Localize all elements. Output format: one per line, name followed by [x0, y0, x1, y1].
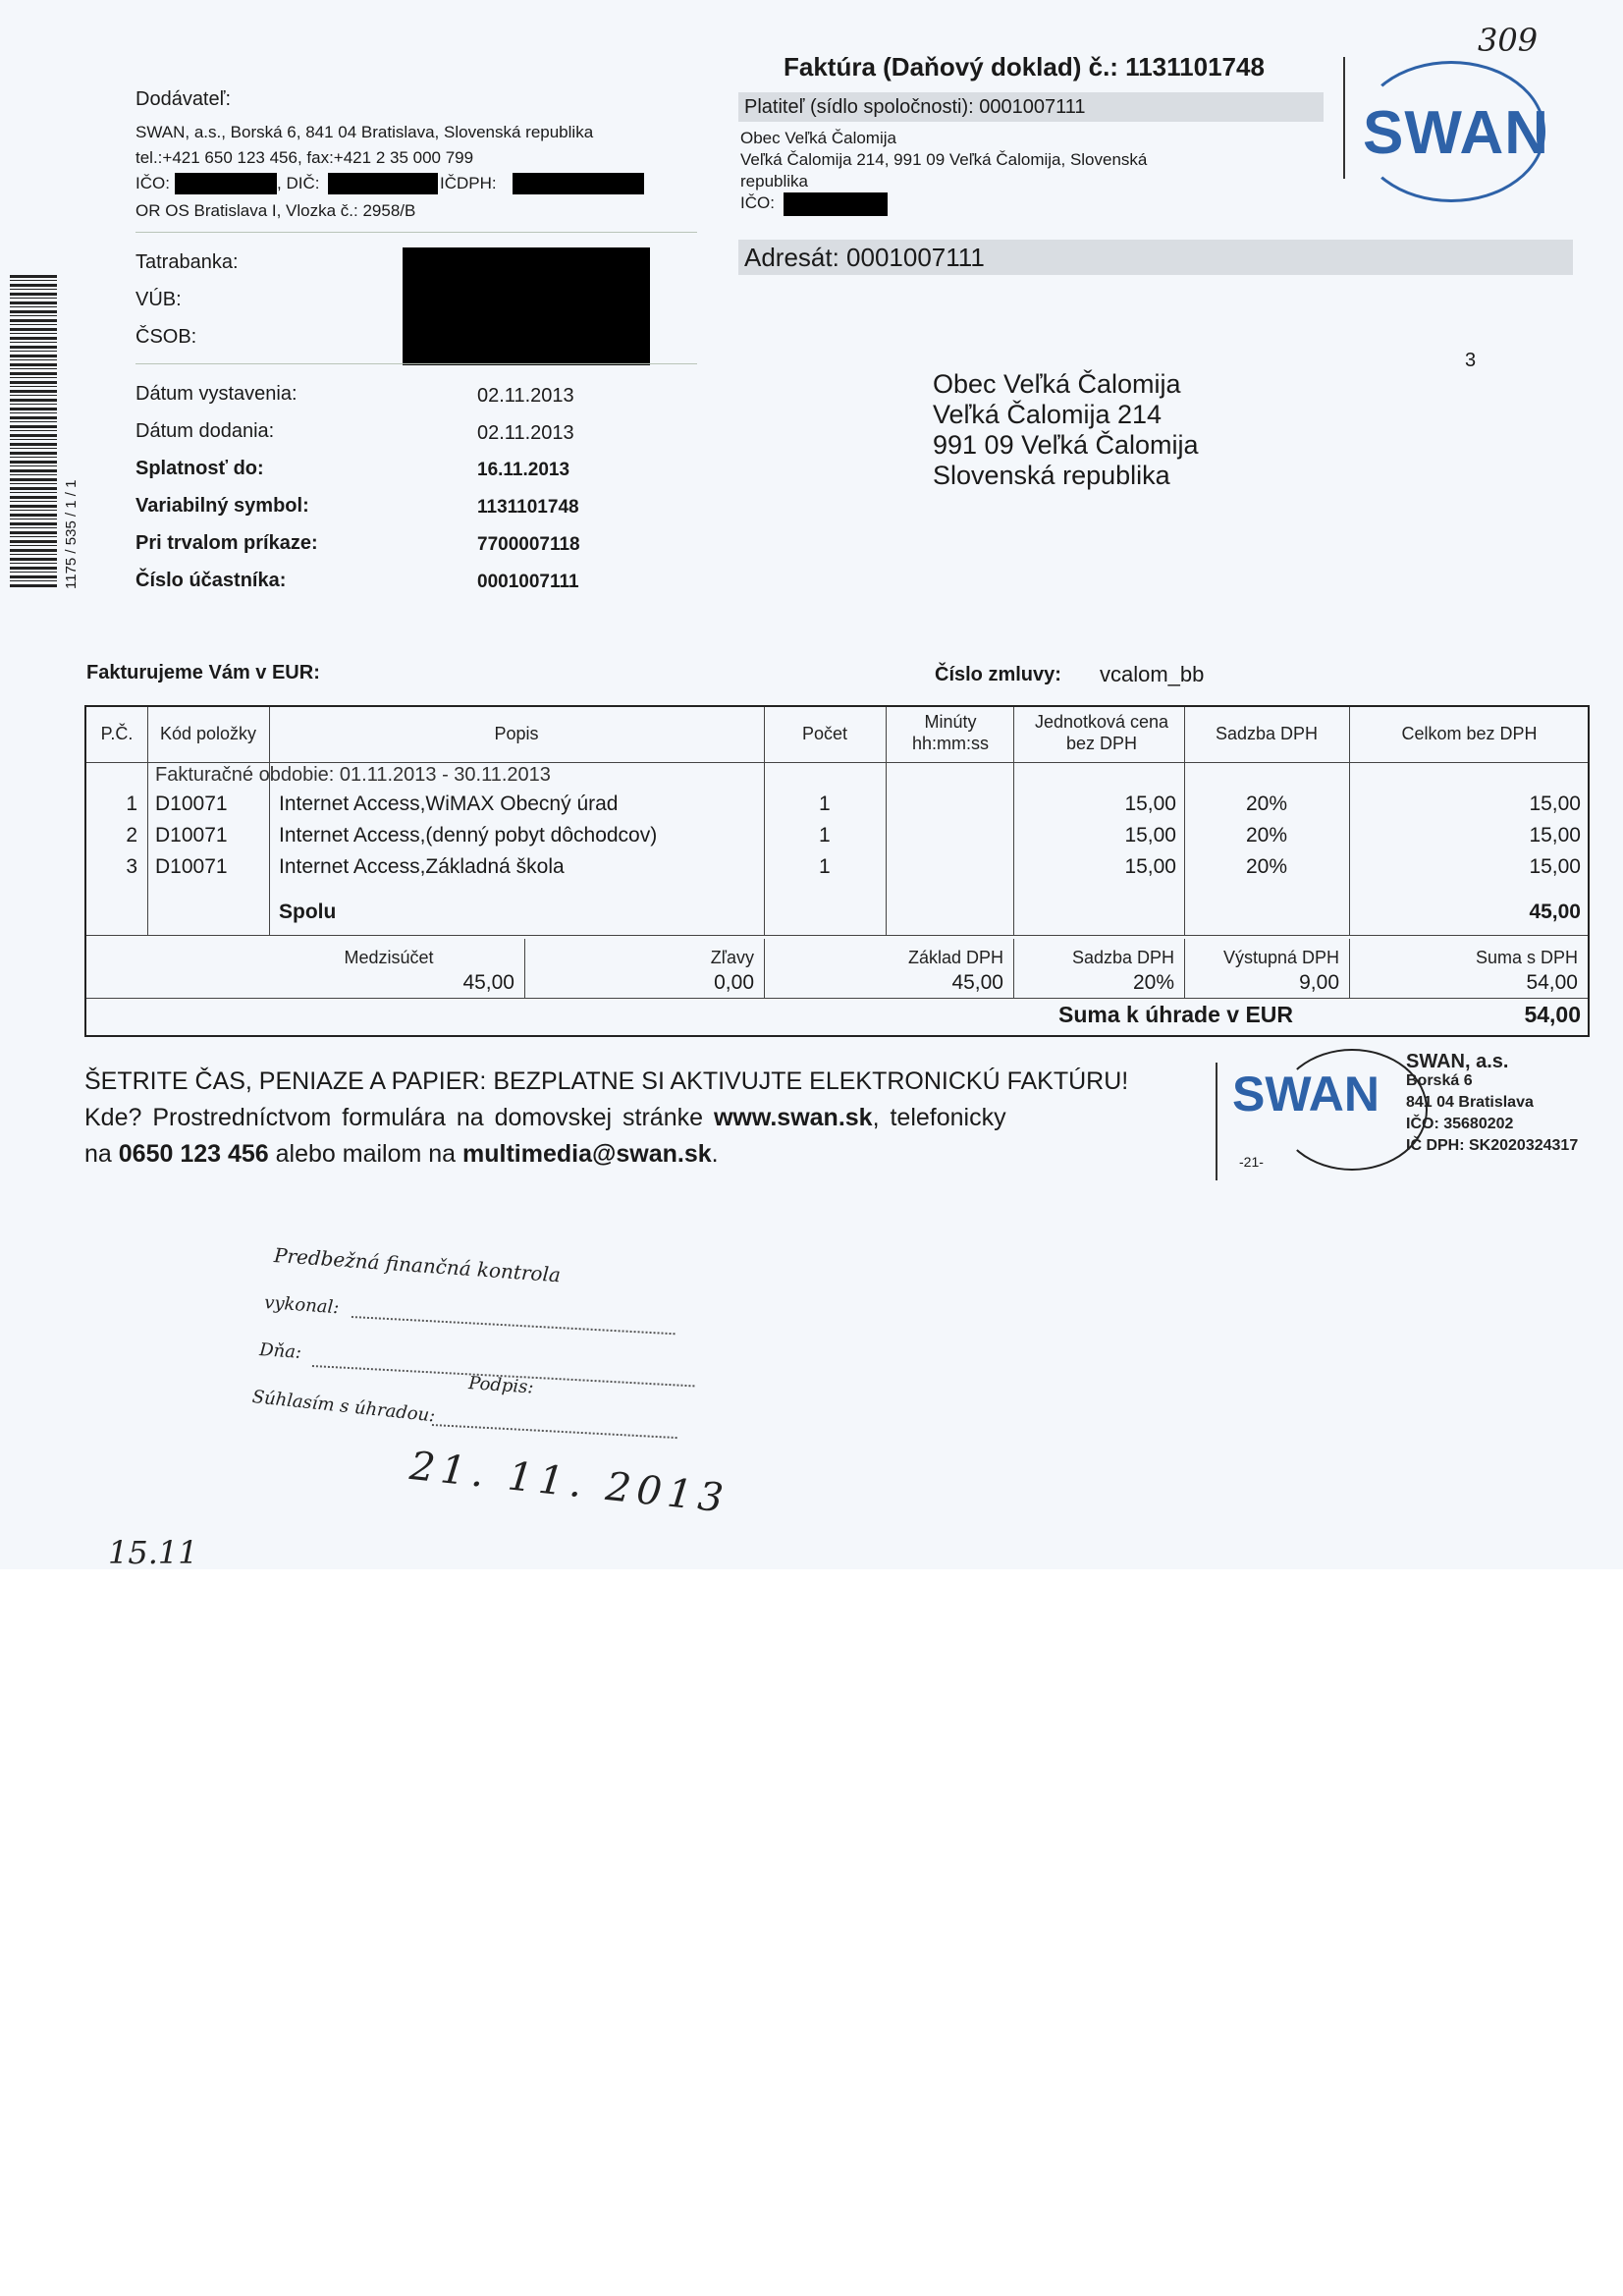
row-description: Internet Access,Základná škola: [279, 855, 565, 878]
contract-value: vcalom_bb: [1100, 662, 1205, 686]
summary-vat-base-header: Základ DPH: [907, 948, 1003, 967]
summary-vat-amount-value: 9,00: [1299, 971, 1339, 994]
payer-name: Obec Veľká Čalomija: [740, 129, 896, 147]
pay-label: Suma k úhrade v EUR: [1058, 1002, 1294, 1027]
control-podpis: Podpis:: [467, 1373, 535, 1398]
row-vat-rate: 20%: [1245, 855, 1288, 878]
payer-ico-label: IČO:: [740, 193, 775, 212]
date-value: 7700007118: [477, 534, 580, 555]
date-label: Dátum vystavenia:: [135, 383, 298, 405]
stamp-line: SWAN, a.s.: [1406, 1051, 1509, 1072]
date-value: 02.11.2013: [477, 385, 574, 407]
redaction-icdph: [513, 173, 644, 194]
bank-csob: ČSOB:: [135, 326, 197, 348]
date-label: Pri trvalom príkaze:: [135, 532, 318, 554]
row-quantity: 1: [819, 855, 831, 878]
stamp-line: IČ DPH: SK2020324317: [1406, 1137, 1579, 1154]
billing-period: Fakturačné obdobie: 01.11.2013 - 30.11.2013: [155, 764, 551, 786]
payer-address: Veľká Čalomija 214, 991 09 Veľká Čalomija, Slovenská: [740, 150, 1148, 169]
recipient-line-2: Veľká Čalomija 214: [933, 400, 1163, 429]
stamp-line: 841 04 Bratislava: [1406, 1094, 1534, 1111]
stamp-line: IČO: 35680202: [1406, 1116, 1514, 1132]
invoice-title: Faktúra (Daňový doklad) č.: 1131101748: [784, 52, 1265, 82]
row-quantity: 1: [819, 824, 831, 847]
promo-line-1: ŠETRITE ČAS, PENIAZE A PAPIER: BEZPLATNE SI AKTIVUJTE ELEKTRONICKÚ FAKTÚRU!: [84, 1067, 1129, 1095]
date-value: 1131101748: [477, 497, 579, 518]
bank-vub: VÚB:: [135, 289, 182, 310]
promo-website-link[interactable]: www.swan.sk: [713, 1104, 873, 1131]
row-quantity: 1: [819, 793, 831, 815]
row-unit-price: 15,00: [1124, 855, 1176, 878]
row-unit-price: 15,00: [1124, 824, 1176, 847]
payer-address-2: republika: [740, 172, 808, 191]
row-number: 2: [126, 824, 137, 847]
items-table: [84, 705, 1590, 1037]
row-description: Internet Access,(denný pobyt dôchodcov): [279, 824, 658, 847]
recipient-line-1: Obec Veľká Čalomija: [933, 369, 1181, 399]
addressee: Adresát: 0001007111: [744, 243, 985, 272]
header-minutes: Minúty hh:mm:ss: [911, 712, 989, 753]
summary-discount-header: Zľavy: [710, 948, 754, 967]
promo-text: .: [711, 1140, 719, 1168]
row-total: 15,00: [1529, 824, 1581, 847]
date-label: Variabilný symbol:: [135, 495, 309, 517]
swan-logo: SWAN: [1363, 99, 1549, 167]
sum-value: 45,00: [1529, 901, 1581, 923]
header-vat: Sadzba DPH: [1215, 724, 1319, 743]
row-total: 15,00: [1529, 793, 1581, 815]
divider: [135, 363, 697, 364]
control-suhlasim: Súhlasím s úhradou:: [250, 1387, 437, 1427]
summary-subtotal-header: Medzisúčet: [344, 948, 434, 967]
bank-tatrabanka: Tatrabanka:: [135, 251, 239, 273]
stamp-swan-logo: SWAN: [1232, 1066, 1380, 1121]
summary-subtotal-value: 45,00: [462, 971, 514, 994]
handwritten-number: 309: [1478, 22, 1539, 59]
date-label: Dátum dodania:: [135, 420, 275, 442]
sum-label: Spolu: [279, 901, 337, 923]
supplier-heading: Dodávateľ:: [135, 88, 232, 110]
billing-label: Fakturujeme Vám v EUR:: [86, 662, 320, 683]
date-value: 16.11.2013: [477, 460, 570, 480]
promo-phone: 0650 123 456: [118, 1140, 269, 1168]
supplier-dic-label: , DIČ:: [277, 174, 320, 192]
row-number: 1: [126, 793, 137, 815]
date-label: Splatnosť do:: [135, 458, 264, 479]
summary-vat-rate-value: 20%: [1132, 971, 1174, 994]
summary-total-with-vat-header: Suma s DPH: [1475, 948, 1578, 967]
handwritten-note: 15.11: [108, 1534, 198, 1571]
vertical-rule: [1216, 1063, 1217, 1180]
header-desc: Popis: [494, 724, 539, 743]
control-title: Predbežná finančná kontrola: [273, 1243, 562, 1287]
header-total: Celkom bez DPH: [1401, 724, 1538, 743]
row-code: D10071: [155, 855, 228, 878]
supplier-line1: SWAN, a.s., Borská 6, 841 04 Bratislava, Slovenská republika: [135, 123, 594, 141]
summary-vat-rate-header: Sadzba DPH: [1071, 948, 1174, 967]
header-pc: P.Č.: [100, 724, 134, 743]
row-number: 3: [126, 855, 137, 878]
redaction-bank-accounts: [403, 247, 650, 365]
promo-text: alebo mailom na: [268, 1140, 463, 1168]
row-vat-rate: 20%: [1245, 793, 1288, 815]
recipient-line-4: Slovenská republika: [933, 461, 1170, 490]
date-value: 02.11.2013: [477, 422, 574, 444]
redaction-ico: [175, 173, 277, 194]
stamp-line: Borská 6: [1406, 1072, 1473, 1089]
supplier-icdph-label: IČDPH:: [440, 174, 497, 192]
promo-line-2: [84, 1104, 1006, 1132]
row-code: D10071: [155, 824, 228, 847]
header-unit-price: Jednotková cena bez DPH: [1034, 712, 1169, 753]
row-description: Internet Access,WiMAX Obecný úrad: [279, 793, 619, 815]
summary-discount-value: 0,00: [714, 971, 754, 994]
header-code: Kód položky: [159, 724, 257, 743]
promo-text: na: [84, 1140, 119, 1168]
row-unit-price: 15,00: [1124, 793, 1176, 815]
summary-vat-amount-header: Výstupná DPH: [1222, 948, 1339, 967]
control-vykonal: vykonal:: [263, 1292, 341, 1319]
barcode: [10, 275, 57, 589]
side-code: 1175 / 535 / 1 / 1: [63, 479, 80, 589]
control-date: 21. 11. 2013: [407, 1444, 731, 1522]
supplier-ico-label: IČO:: [135, 174, 170, 192]
header-qty: Počet: [801, 724, 848, 743]
supplier-line2: tel.:+421 650 123 456, fax:+421 2 35 000 799: [135, 148, 474, 167]
summary-vat-base-value: 45,00: [951, 971, 1003, 994]
row-code: D10071: [155, 793, 228, 815]
promo-line-3: [84, 1140, 719, 1169]
row-vat-rate: 20%: [1245, 824, 1288, 847]
summary-total-with-vat-value: 54,00: [1526, 971, 1578, 994]
control-dna: Dňa:: [258, 1339, 302, 1363]
stamp-number: -21-: [1239, 1154, 1264, 1170]
redaction-payer-ico: [784, 192, 888, 216]
promo-email-link[interactable]: multimedia@swan.sk: [462, 1140, 712, 1168]
pay-value: 54,00: [1524, 1002, 1581, 1027]
row-total: 15,00: [1529, 855, 1581, 878]
date-label: Číslo účastníka:: [135, 570, 287, 591]
promo-text: , telefonicky: [872, 1104, 1006, 1131]
supplier-register: OR OS Bratislava I, Vlozka č.: 2958/B: [135, 201, 416, 220]
recipient-line-3: 991 09 Veľká Čalomija: [933, 430, 1199, 460]
date-value: 0001007111: [477, 572, 579, 592]
vertical-rule: [1343, 57, 1345, 179]
payer-label: Platiteľ (sídlo spoločnosti): 0001007111: [744, 96, 1086, 118]
corner-mark: 3: [1465, 350, 1477, 371]
promo-text: Kde? Prostredníctvom formulára na domovskej stránke: [84, 1104, 714, 1131]
contract-label: Číslo zmluvy:: [935, 664, 1061, 685]
divider: [135, 232, 697, 233]
redaction-dic: [328, 173, 438, 194]
